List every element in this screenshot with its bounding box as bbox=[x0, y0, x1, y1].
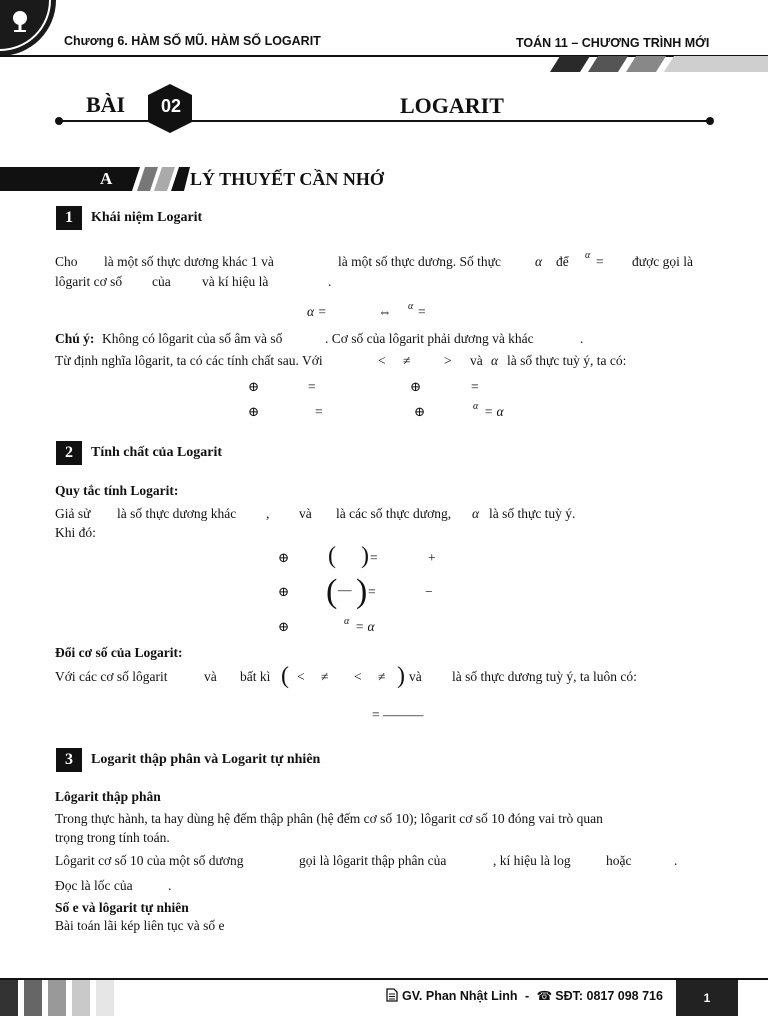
lesson-title: LOGARIT bbox=[400, 93, 504, 118]
props-lt: < bbox=[378, 353, 386, 368]
formula-sup-alpha: α bbox=[408, 301, 414, 312]
formula-iff: ⇔ bbox=[378, 304, 392, 319]
footer-squares bbox=[0, 980, 116, 1016]
change-lt1: < bbox=[297, 669, 305, 684]
page-number: 1 bbox=[676, 980, 738, 1016]
phone-icon: ☎ bbox=[536, 989, 553, 1003]
note-text2: . Cơ số của lôgarit phải dương và khác bbox=[325, 331, 534, 346]
def-line2b: của bbox=[152, 274, 171, 289]
teacher-name: GV. Phan Nhật Linh bbox=[402, 989, 518, 1003]
formula-alpha: α = bbox=[307, 304, 327, 319]
props-intro: Từ định nghĩa lôgarit, ta có các tính chất sau. Với bbox=[55, 353, 323, 368]
decimal-log-p2e: . bbox=[674, 853, 678, 868]
props-gt: > bbox=[444, 353, 452, 368]
change-rparen: ) bbox=[397, 663, 405, 689]
section-a-letter: A bbox=[100, 169, 113, 188]
part1-title: Khái niệm Logarit bbox=[91, 210, 203, 225]
natural-log-title: Số e và lôgarit tự nhiên bbox=[55, 900, 189, 915]
rule-e: là các số thực dương, bbox=[336, 506, 452, 521]
prop2-bullet: ⊕ bbox=[410, 379, 422, 394]
def-de: để bbox=[556, 254, 569, 269]
rule-then: Khi đó: bbox=[55, 525, 96, 540]
rule-title: Quy tắc tính Logarit: bbox=[55, 483, 179, 498]
lesson-label: BÀI bbox=[86, 92, 126, 117]
change-lparen: ( bbox=[281, 663, 289, 689]
phone-number: SĐT: 0817 098 716 bbox=[555, 989, 663, 1003]
prop4-sup-alpha: α bbox=[473, 401, 479, 412]
note-text3: . bbox=[580, 331, 584, 346]
part3-number: 3 bbox=[56, 748, 82, 772]
def-line2d: . bbox=[328, 274, 332, 289]
section-a-bar bbox=[0, 167, 190, 191]
section-a-title: LÝ THUYẾT CẦN NHỚ bbox=[190, 169, 384, 189]
props-ne: ≠ bbox=[403, 353, 411, 368]
def-cho: Cho bbox=[55, 254, 78, 269]
rule2-bullet: ⊕ bbox=[278, 584, 290, 599]
rule-b: là số thực dương khác bbox=[117, 506, 237, 521]
def-sup-alpha: α bbox=[585, 250, 591, 261]
decimal-log-p1b: trọng trong tính toán. bbox=[55, 830, 170, 845]
document-icon bbox=[386, 988, 398, 1005]
change-ne2: ≠ bbox=[378, 669, 386, 684]
decimal-log-p2b: gọi là lôgarit thập phân của bbox=[299, 853, 447, 868]
rule-f: là số thực tuỳ ý. bbox=[489, 506, 576, 521]
rule1-lparen: ( bbox=[328, 543, 336, 569]
change-ne1: ≠ bbox=[321, 669, 329, 684]
decimal-log-p2a: Lôgarit cơ số 10 của một số dương bbox=[55, 853, 244, 868]
change-d: và bbox=[409, 669, 422, 684]
rule2-frac-bar: — bbox=[338, 582, 352, 597]
lesson-number: 02 bbox=[160, 95, 182, 116]
rule2-eq: = bbox=[368, 584, 376, 599]
def-alpha: α bbox=[535, 254, 543, 269]
rule1-eq: = bbox=[370, 550, 378, 565]
def-line2c: và kí hiệu là bbox=[202, 274, 269, 289]
rule2-minus: − bbox=[425, 584, 433, 599]
rule-c: , bbox=[266, 506, 270, 521]
change-title: Đổi cơ số của Logarit: bbox=[55, 645, 183, 660]
prop1-bullet: ⊕ bbox=[248, 379, 260, 394]
rule3-bullet: ⊕ bbox=[278, 619, 290, 634]
header-book-title: TOÁN 11 – CHƯƠNG TRÌNH MỚI bbox=[516, 36, 710, 50]
natural-log-p1: Bài toán lãi kép liên tục và số e bbox=[55, 918, 225, 933]
rule2-lparen: ( bbox=[326, 573, 338, 610]
prop4-eq-alpha: = α bbox=[484, 404, 504, 419]
part2-title: Tính chất của Logarit bbox=[91, 445, 223, 460]
props-alpha: α bbox=[491, 353, 499, 368]
rule-alpha: α bbox=[472, 506, 480, 521]
rule-d: và bbox=[299, 506, 312, 521]
part2-number: 2 bbox=[56, 441, 82, 465]
rule1-rparen: ) bbox=[361, 543, 369, 569]
note-label: Chú ý: bbox=[55, 331, 95, 346]
note-text: Không có lôgarit của số âm và số bbox=[102, 331, 283, 346]
change-c: bất kì bbox=[240, 669, 271, 684]
formula-eq: = bbox=[418, 304, 426, 319]
decimal-log-p3a: Đọc là lốc của bbox=[55, 878, 133, 893]
change-lt2: < bbox=[354, 669, 362, 684]
corner-logo bbox=[0, 0, 56, 56]
def-c: được gọi là bbox=[632, 254, 693, 269]
def-a: là một số thực dương khác 1 và bbox=[104, 254, 274, 269]
props-intro3: là số thực tuỳ ý, ta có: bbox=[507, 353, 627, 368]
change-e: là số thực dương tuỳ ý, ta luôn có: bbox=[452, 669, 637, 684]
change-a: Với các cơ số lôgarit bbox=[55, 669, 168, 684]
def-eq: = bbox=[596, 254, 604, 269]
part3-title: Logarit thập phân và Logarit tự nhiên bbox=[91, 752, 321, 767]
footer-contact bbox=[386, 988, 663, 1005]
rule3-sup-alpha: α bbox=[344, 616, 350, 627]
header-stripes bbox=[550, 56, 768, 72]
prop4-bullet: ⊕ bbox=[414, 404, 426, 419]
rule-a: Giả sử bbox=[55, 506, 91, 521]
decimal-log-p2c: , kí hiệu là log bbox=[493, 853, 571, 868]
decimal-log-p1a: Trong thực hành, ta hay dùng hệ đếm thập phân (hệ đếm cơ số 10); lôgarit cơ số 10 đóng vai trò quan bbox=[55, 811, 603, 826]
rule1-plus: + bbox=[428, 550, 436, 565]
prop3-eq: = bbox=[315, 404, 323, 419]
header-chapter: Chương 6. HÀM SỐ MŨ. HÀM SỐ LOGARIT bbox=[64, 34, 321, 48]
rule1-bullet: ⊕ bbox=[278, 550, 290, 565]
footer-separator: - bbox=[525, 989, 530, 1003]
props-and: và bbox=[470, 353, 483, 368]
def-line2a: lôgarit cơ số bbox=[55, 274, 123, 289]
prop3-bullet: ⊕ bbox=[248, 404, 260, 419]
decimal-log-p2d: hoặc bbox=[606, 853, 632, 868]
rule3-eq-alpha: = α bbox=[355, 619, 375, 634]
decimal-log-title: Lôgarit thập phân bbox=[55, 789, 161, 804]
rule2-rparen: ) bbox=[356, 573, 368, 610]
prop1-eq: = bbox=[308, 379, 316, 394]
prop2-eq: = bbox=[471, 379, 479, 394]
part1-number: 1 bbox=[56, 206, 82, 230]
change-formula: = ——— bbox=[372, 707, 424, 722]
decimal-log-p3b: . bbox=[168, 878, 172, 893]
def-b: là một số thực dương. Số thực bbox=[338, 254, 501, 269]
change-b: và bbox=[204, 669, 217, 684]
